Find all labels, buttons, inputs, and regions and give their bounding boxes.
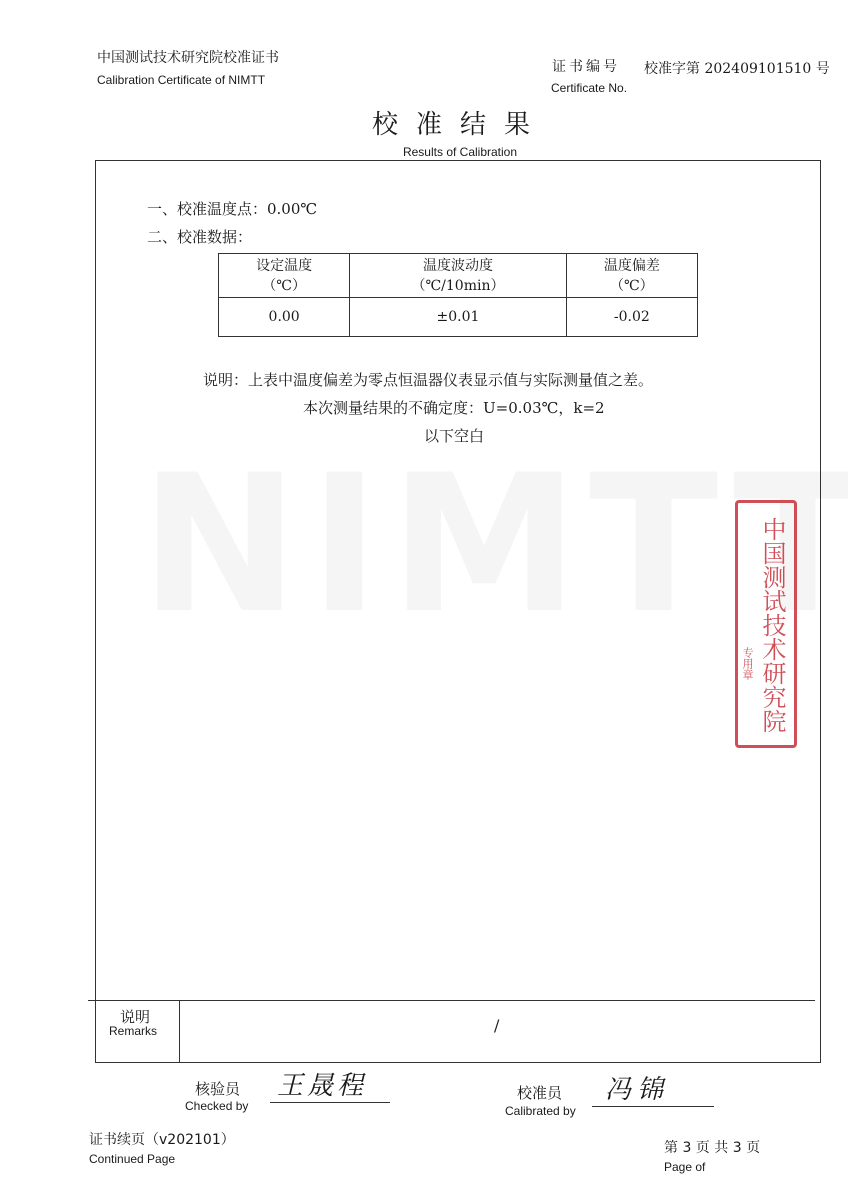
column-header — [566, 254, 697, 298]
org-name-en: Calibration Certificate of NIMTT — [97, 73, 266, 87]
seal-subtext: 专用章 — [741, 647, 754, 680]
column-header-unit: （℃） — [610, 277, 654, 294]
column-header-label: 温度偏差 — [603, 257, 660, 274]
seal-text: 中国测试技术研究院 — [758, 517, 786, 733]
continued-page-label: 证书续页（v202101） — [89, 1132, 235, 1148]
watermark — [140, 430, 710, 660]
certificate-number-label: 证书编号 — [552, 59, 620, 75]
page-title: 校准结果 — [371, 110, 548, 140]
column-header — [350, 254, 566, 298]
table-cell: ±0.01 — [350, 298, 566, 337]
calibrated-by-label: 校准员 — [517, 1084, 563, 1102]
uncertainty-note: 本次测量结果的不确定度：U=0.03℃，k=2 — [303, 399, 605, 417]
remarks-value: / — [494, 1016, 500, 1035]
page-subtitle: Results of Calibration — [402, 145, 518, 159]
column-header-unit: （℃） — [262, 277, 306, 294]
checked-by-label-en: Checked by — [185, 1099, 249, 1113]
certificate-number-label-en: Certificate No. — [551, 81, 628, 95]
official-seal — [735, 500, 797, 748]
page-number: 第 3 页 共 3 页 — [664, 1140, 761, 1156]
org-name-cn: 中国测试技术研究院校准证书 — [97, 50, 279, 66]
table-header-row — [219, 254, 698, 298]
remarks-divider — [88, 1000, 815, 1001]
column-header — [219, 254, 350, 298]
column-header-unit: （℃/10min） — [411, 277, 505, 294]
calibration-point: 一、校准温度点：0.00℃ — [147, 200, 318, 218]
column-header-label: 温度波动度 — [422, 257, 493, 274]
calibration-data-heading: 二、校准数据： — [147, 228, 253, 246]
remarks-split — [179, 1000, 180, 1062]
column-header-label: 设定温度 — [256, 257, 313, 274]
blank-below-note: 以下空白 — [424, 427, 485, 445]
certificate-number: 校准字第 202409101510 号 — [644, 61, 830, 77]
page-number-label-en: Page of — [664, 1160, 706, 1174]
continued-page-label-en: Continued Page — [89, 1152, 176, 1166]
signature-line — [592, 1106, 714, 1107]
table-cell: -0.02 — [566, 298, 697, 337]
explanation-note: 说明：上表中温度偏差为零点恒温器仪表显示值与实际测量值之差。 — [203, 371, 654, 389]
calibration-table — [218, 253, 698, 337]
calibrated-by-signature: 冯锦 — [605, 1075, 670, 1105]
remarks-label: 说明 — [120, 1008, 151, 1026]
checked-by-label: 核验员 — [195, 1080, 241, 1098]
calibrated-by-label-en: Calibrated by — [505, 1104, 576, 1118]
checked-by-signature: 王晟程 — [277, 1071, 368, 1101]
table-row — [219, 298, 698, 337]
signature-line — [270, 1102, 390, 1103]
table-cell: 0.00 — [219, 298, 350, 337]
remarks-label-en: Remarks — [109, 1024, 158, 1038]
